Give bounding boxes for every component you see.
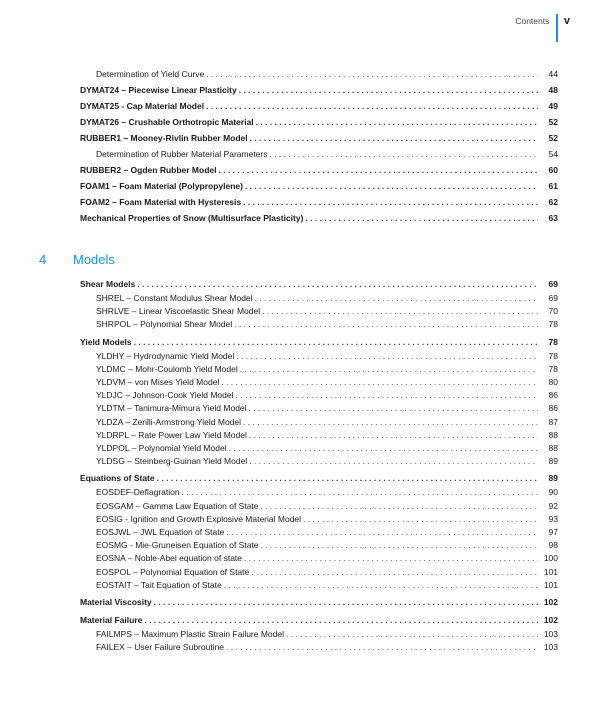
toc-entry-page: 63	[548, 213, 558, 223]
toc-entry[interactable]	[80, 579, 558, 592]
toc-entry-title: Material Viscosity	[80, 597, 152, 608]
toc-entry[interactable]	[80, 416, 558, 429]
dot-leader	[259, 539, 538, 552]
toc-entry-page: 88	[548, 429, 558, 440]
toc-entry-title: DYMAT24 – Piecewise Linear Plasticity	[80, 85, 237, 95]
toc-entry[interactable]	[80, 376, 558, 389]
dot-leader	[216, 162, 538, 178]
toc-entry-page: 86	[548, 403, 558, 414]
dot-leader	[155, 470, 538, 486]
toc-entry[interactable]	[80, 305, 558, 318]
toc-entry-page: 89	[548, 473, 558, 484]
dot-leader	[247, 402, 538, 415]
chapter-number: 4	[39, 252, 47, 267]
toc-entry[interactable]	[80, 98, 558, 114]
toc-entry[interactable]	[80, 513, 558, 526]
toc-entry[interactable]	[80, 162, 558, 178]
dot-leader	[242, 552, 538, 565]
chapter-heading	[39, 252, 115, 267]
toc-entry-page: 100	[543, 553, 558, 564]
toc-entry[interactable]	[80, 486, 558, 499]
dot-leader	[303, 210, 538, 226]
toc-entry-title: Equations of State	[80, 473, 155, 484]
running-header	[515, 14, 570, 42]
toc-entry-title: DYMAT25 - Cap Material Model	[80, 101, 205, 111]
toc-entry[interactable]	[80, 442, 558, 455]
dot-leader	[232, 318, 538, 331]
dot-leader	[254, 114, 538, 130]
toc-entry-page: 52	[548, 133, 558, 143]
toc-entry-title: EOSIG - Ignition and Growth Explosive Material Model	[96, 513, 302, 524]
toc-entry-page: 86	[548, 390, 558, 401]
dot-leader	[253, 292, 538, 305]
toc-entry[interactable]	[80, 552, 558, 565]
toc-entry-page: 88	[548, 443, 558, 454]
toc-entry-title: EOSNA – Noble-Abel equation of state	[96, 553, 243, 564]
dot-leader	[152, 594, 538, 610]
header-title: Contents	[515, 16, 550, 26]
toc-entry[interactable]	[80, 402, 558, 415]
toc-entry[interactable]	[80, 526, 558, 539]
toc-entry-title: YLDPOL – Polynomial Yield Model	[96, 443, 227, 454]
dot-leader	[247, 455, 538, 468]
dot-leader	[234, 389, 539, 402]
toc-entry-title: YLDMC – Mohr-Coulomb Yield Model	[96, 363, 238, 374]
toc-entry-page: 48	[548, 85, 558, 95]
toc-list-chapter	[80, 274, 558, 654]
toc-entry-page: 61	[548, 181, 558, 191]
dot-leader	[224, 641, 538, 654]
toc-entry-title: YLDTM – Tanimura-Mimura Yield Model	[96, 403, 247, 414]
toc-entry-title: EOSGAM – Gamma Law Equation of State	[96, 500, 259, 511]
toc-entry[interactable]	[80, 470, 558, 486]
toc-entry-title: SHREL – Constant Modulus Shear Model	[96, 293, 253, 303]
toc-entry-page: 78	[548, 319, 558, 330]
toc-entry-title: RUBBER2 – Ogden Rubber Model	[80, 165, 217, 175]
dot-leader	[284, 628, 538, 641]
toc-entry[interactable]	[80, 455, 558, 468]
toc-entry[interactable]	[80, 318, 558, 331]
dot-leader	[241, 194, 538, 210]
toc-entry-page: 69	[548, 293, 558, 303]
toc-entry-page: 103	[543, 629, 558, 640]
toc-list-top	[80, 66, 558, 226]
toc-entry-title: FAILMPS – Maximum Plastic Strain Failure Model	[96, 629, 285, 640]
toc-entry-page: 78	[548, 363, 558, 374]
toc-entry-page: 87	[548, 416, 558, 427]
toc-entry-page: 92	[548, 500, 558, 511]
toc-entry-title: YLDJC – Johnson-Cook Yield Model	[96, 390, 234, 401]
toc-entry[interactable]	[80, 292, 558, 305]
toc-entry[interactable]	[80, 566, 558, 579]
toc-entry-page: 62	[548, 197, 558, 207]
toc-entry[interactable]	[80, 146, 558, 162]
toc-entry-title: EOSTAIT – Tait Equation of State	[96, 579, 222, 590]
header-divider	[556, 14, 558, 42]
toc-entry[interactable]	[80, 612, 558, 628]
dot-leader	[241, 416, 538, 429]
chapter-title: Models	[73, 252, 115, 267]
toc-entry[interactable]	[80, 276, 558, 292]
dot-leader	[135, 276, 538, 292]
dot-leader	[234, 350, 538, 363]
toc-entry-page: 101	[543, 579, 558, 590]
toc-entry-page: 89	[548, 456, 558, 467]
toc-entry-title: SHRPOL – Polynomial Shear Model	[96, 319, 233, 330]
toc-entry[interactable]	[80, 82, 558, 98]
toc-entry-page: 78	[548, 336, 558, 347]
toc-entry-title: YLDRPL – Rate Power Law Yield Model	[96, 429, 247, 440]
toc-entry[interactable]	[80, 363, 558, 376]
toc-entry[interactable]	[80, 210, 558, 226]
toc-entry[interactable]	[80, 641, 558, 654]
toc-entry-title: Material Failure	[80, 615, 143, 626]
dot-leader	[247, 429, 538, 442]
toc-entry-title: DYMAT26 – Crushable Orthotropic Material	[80, 117, 254, 127]
toc-entry-title: YLDSG – Steinberg-Guinan Yield Model	[96, 456, 248, 467]
dot-leader	[142, 612, 538, 628]
dot-leader	[132, 334, 538, 350]
page-number: v	[563, 15, 570, 27]
toc-entry-title: FAILEX – User Failure Subroutine	[96, 642, 225, 653]
toc-entry-page: 70	[548, 306, 558, 317]
dot-leader	[204, 98, 538, 114]
dot-leader	[180, 486, 538, 499]
dot-leader	[243, 178, 538, 194]
toc-entry[interactable]	[80, 539, 558, 552]
toc-entry-title: EOSPOL – Polynomial Equation of State	[96, 566, 250, 577]
toc-entry-title: Mechanical Properties of Snow (Multisurface Plasticity)	[80, 213, 304, 223]
toc-entry-title: YLDVM – von Mises Yield Model	[96, 377, 220, 388]
toc-entry[interactable]	[80, 66, 558, 82]
dot-leader	[238, 363, 538, 376]
dot-leader	[219, 376, 538, 389]
toc-entry-page: 60	[548, 165, 558, 175]
toc-entry-page: 80	[548, 377, 558, 388]
toc-entry-page: 49	[548, 101, 558, 111]
toc-entry-title: EOSMG - Mie-Gruneisen Equation of State	[96, 540, 259, 551]
dot-leader	[259, 500, 538, 513]
toc-entry-page: 98	[548, 540, 558, 551]
toc-entry-title: YLDZA – Zerilli-Armstrong Yield Model	[96, 416, 242, 427]
toc-entry-title: Determination of Yield Curve	[96, 69, 205, 79]
dot-leader	[260, 305, 538, 318]
toc-entry[interactable]	[80, 334, 558, 350]
toc-entry-page: 52	[548, 117, 558, 127]
toc-entry-title: RUBBER1 – Mooney-Rivlin Rubber Model	[80, 133, 248, 143]
toc-entry[interactable]	[80, 628, 558, 641]
dot-leader	[204, 66, 538, 82]
dot-leader	[301, 513, 538, 526]
toc-entry-page: 101	[543, 566, 558, 577]
toc-entry-title: EOSDEF-Deflagration	[96, 487, 180, 498]
toc-entry-page: 78	[548, 350, 558, 361]
toc-entry[interactable]	[80, 389, 558, 402]
dot-leader	[227, 442, 538, 455]
toc-entry-page: 93	[548, 513, 558, 524]
toc-entry-title: Shear Models	[80, 279, 136, 289]
toc-entry-title: FOAM2 – Foam Material with Hysteresis	[80, 197, 242, 207]
toc-entry[interactable]	[80, 429, 558, 442]
toc-entry-title: SHRLVE – Linear Viscoelastic Shear Model	[96, 306, 261, 317]
toc-entry[interactable]	[80, 178, 558, 194]
dot-leader	[237, 82, 538, 98]
toc-entry-page: 69	[548, 279, 558, 289]
dot-leader	[224, 526, 538, 539]
toc-entry-title: EOSJWL – JWL Equation of State	[96, 527, 225, 538]
toc-entry-page: 90	[548, 487, 558, 498]
toc-entry-page: 44	[548, 69, 558, 79]
dot-leader	[248, 130, 538, 146]
toc-entry-title: Yield Models	[80, 336, 132, 347]
toc-entry-page: 103	[543, 642, 558, 653]
toc-entry-page: 102	[543, 615, 558, 626]
toc-entry-title: Determination of Rubber Material Parameters	[96, 149, 268, 159]
dot-leader	[268, 146, 539, 162]
toc-entry[interactable]	[80, 350, 558, 363]
toc-entry-page: 97	[548, 527, 558, 538]
toc-entry[interactable]	[80, 594, 558, 610]
toc-entry[interactable]	[80, 194, 558, 210]
toc-entry-title: YLDHY – Hydrodynamic Yield Model	[96, 350, 235, 361]
toc-entry[interactable]	[80, 130, 558, 146]
toc-entry-title: FOAM1 – Foam Material (Polypropylene)	[80, 181, 243, 191]
toc-entry[interactable]	[80, 114, 558, 130]
toc-entry-page: 54	[548, 149, 558, 159]
dot-leader	[222, 579, 538, 592]
toc-entry[interactable]	[80, 500, 558, 513]
dot-leader	[249, 566, 538, 579]
toc-entry-page: 102	[543, 597, 558, 608]
